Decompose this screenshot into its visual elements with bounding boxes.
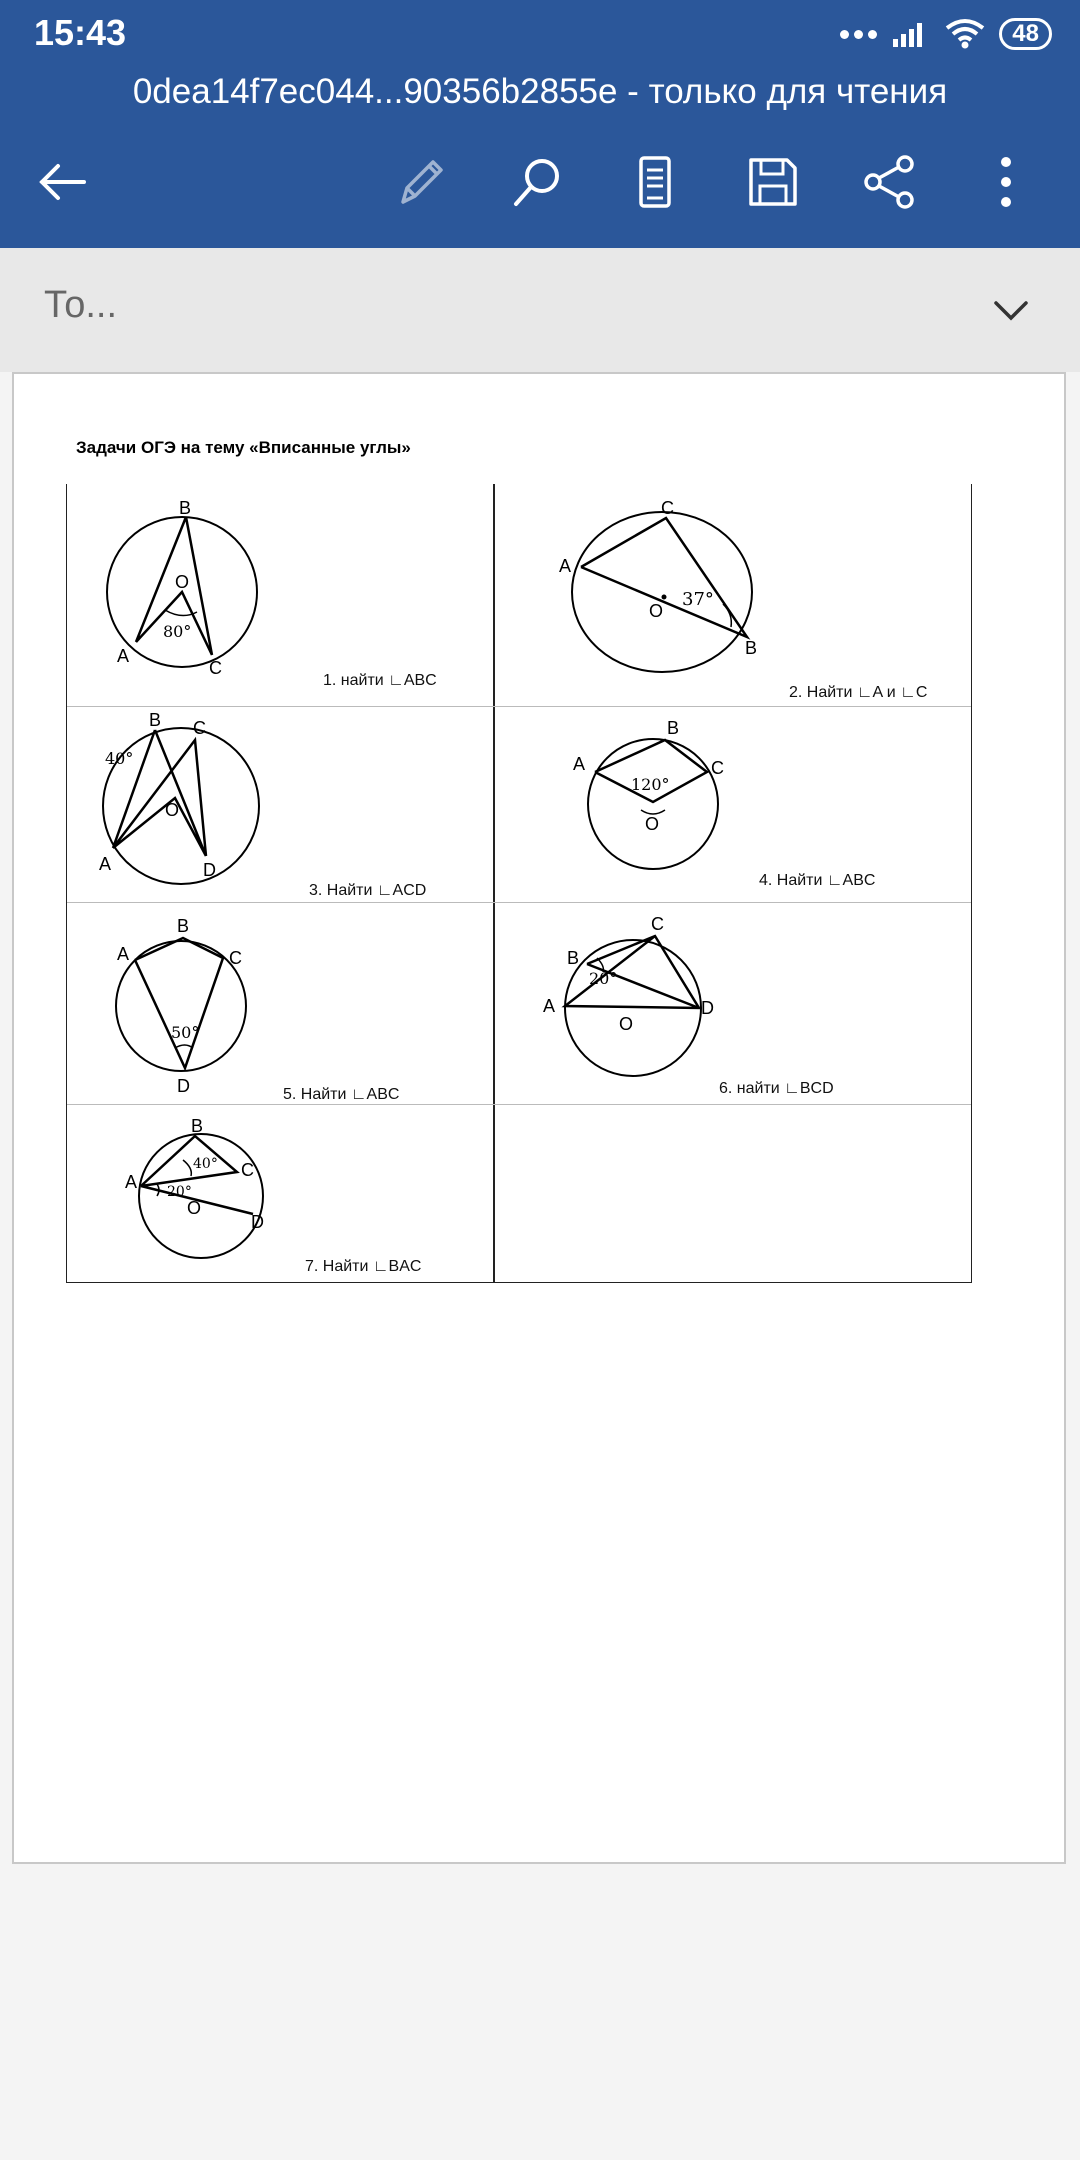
status-icons — [840, 14, 1052, 54]
task-3-caption: 3. Найти ∟ACD — [309, 882, 427, 899]
document-page[interactable] — [12, 372, 1066, 1864]
point-label: C — [711, 758, 724, 778]
task-1-caption: 1. найти ∟ABC — [323, 672, 437, 689]
pencil-icon — [391, 152, 451, 212]
point-label: D — [251, 1212, 264, 1232]
point-label: C — [241, 1160, 254, 1180]
point-label: A — [559, 556, 572, 576]
navigation-bar[interactable] — [0, 248, 1080, 372]
save-button[interactable] — [737, 146, 809, 218]
task-6-caption: 6. найти ∟BCD — [719, 1080, 834, 1097]
document-heading: Задачи ОГЭ на тему «Вписанные углы» — [76, 438, 411, 457]
angle-label: 120° — [631, 775, 670, 794]
point-label: A — [117, 944, 130, 964]
task-table — [66, 484, 972, 1283]
angle-label: 80° — [163, 622, 192, 641]
more-vertical-icon — [976, 152, 1036, 212]
point-label: D — [203, 860, 216, 880]
save-icon — [743, 152, 803, 212]
point-label: O — [175, 572, 190, 592]
edit-button[interactable] — [385, 146, 457, 218]
angle-label: 50° — [171, 1023, 200, 1042]
back-button[interactable] — [26, 146, 98, 218]
app-bar — [0, 0, 1080, 248]
task-3-figure — [89, 710, 269, 890]
point-label: A — [99, 854, 112, 874]
wifi-icon — [945, 18, 985, 50]
point-label: O — [165, 800, 180, 820]
table-row-divider — [67, 902, 971, 903]
angle-label: 40° — [105, 749, 134, 768]
search-icon — [508, 152, 568, 212]
more-notifications-icon — [840, 30, 877, 39]
angle-label: 37° — [682, 589, 714, 610]
point-label: O — [187, 1198, 202, 1218]
search-button[interactable] — [502, 146, 574, 218]
point-label: C — [209, 658, 222, 678]
point-label: B — [567, 948, 580, 968]
point-label: C — [193, 718, 206, 738]
task-2-caption: 2. Найти ∟A и ∟C — [789, 684, 928, 701]
point-label: O — [619, 1014, 634, 1034]
angle-label: 40° — [193, 1156, 218, 1172]
angle-label: 20° — [589, 969, 618, 988]
chevron-down-icon[interactable] — [986, 286, 1036, 336]
point-label: B — [191, 1116, 204, 1136]
task-7-caption: 7. Найти ∟BAC — [305, 1258, 422, 1275]
point-label: O — [649, 601, 664, 621]
task-5-figure — [97, 908, 267, 1098]
point-label: O — [645, 814, 660, 834]
point-label: B — [667, 718, 680, 738]
status-time: 15:43 — [34, 12, 127, 53]
share-button[interactable] — [853, 146, 925, 218]
point-label: B — [149, 710, 162, 730]
point-label: D — [701, 998, 714, 1018]
point-label: A — [573, 754, 586, 774]
task-7-figure — [97, 1116, 267, 1266]
share-icon — [859, 152, 919, 212]
document-title: 0dea14f7ec044...90356b2855e - только для чтения — [132, 72, 948, 111]
task-4-figure — [567, 710, 737, 890]
table-column-divider — [493, 484, 495, 1282]
point-label: A — [117, 646, 130, 666]
point-label: B — [179, 498, 192, 518]
mobile-view-button[interactable] — [619, 146, 691, 218]
point-label: B — [745, 638, 758, 658]
table-row-divider — [67, 1104, 971, 1105]
battery-indicator: 48 — [999, 18, 1052, 50]
table-row-divider — [67, 706, 971, 707]
mobile-view-icon — [625, 152, 685, 212]
task-1-figure — [97, 492, 267, 682]
point-label: A — [543, 996, 556, 1016]
point-label: C — [229, 948, 242, 968]
signal-icon — [891, 19, 931, 49]
point-label: A — [125, 1172, 138, 1192]
point-label: B — [177, 916, 190, 936]
point-label: C — [661, 498, 674, 518]
task-5-caption: 5. Найти ∟ABC — [283, 1086, 400, 1103]
angle-label: 20° — [167, 1184, 192, 1200]
point-label: C — [651, 914, 664, 934]
task-6-figure — [537, 908, 717, 1098]
navigation-heading-text: То... — [44, 284, 118, 326]
more-options-button[interactable] — [970, 146, 1042, 218]
point-label: D — [177, 1076, 190, 1096]
task-4-caption: 4. Найти ∟ABC — [759, 872, 876, 889]
task-2-figure — [537, 492, 777, 682]
back-arrow-icon — [32, 152, 92, 212]
